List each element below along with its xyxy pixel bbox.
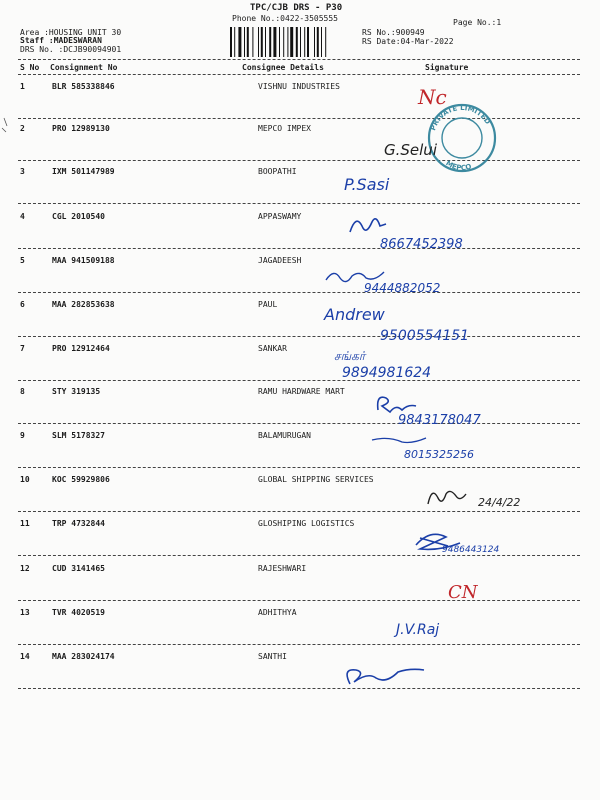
- barcode-bar: [247, 27, 249, 57]
- barcode-bar: [296, 27, 298, 57]
- company-stamp: [429, 104, 495, 172]
- row-sno: 9: [20, 431, 25, 440]
- col-header-sno: S No: [20, 63, 40, 72]
- row-sno: 3: [20, 167, 25, 176]
- row-consignment-no: PRO 12989130: [52, 124, 110, 133]
- hw-row1: Nc: [418, 85, 447, 109]
- row-consignment-no: MAA 282853638: [52, 300, 115, 309]
- area-field: Area :HOUSING UNIT 30: [20, 28, 122, 37]
- hw-row13: J.V.Raj: [396, 622, 440, 638]
- barcode-bar: [234, 27, 235, 57]
- row-consignment-no: SLM 5178327: [52, 431, 105, 440]
- stamp-text: PRIVATE LIMITED: [429, 104, 492, 132]
- svg-text:MEPCO: [444, 159, 472, 172]
- barcode-bar: [258, 27, 259, 57]
- hw-row9-num: 8015325256: [404, 448, 474, 461]
- row-sno: 11: [20, 519, 30, 528]
- barcode-bar: [307, 27, 309, 57]
- row-divider: [18, 511, 580, 512]
- row-consignee: GLOSHIPING LOGISTICS: [258, 519, 355, 528]
- hw-row2: G.Selui: [384, 141, 437, 159]
- rs-date: RS Date:04-Mar-2022: [362, 37, 454, 46]
- barcode-bar: [304, 27, 305, 57]
- hw-row10-sign: [428, 491, 466, 504]
- row-sno: 6: [20, 300, 25, 309]
- barcode-bar: [244, 27, 245, 57]
- row-consignment-no: KOC 59929806: [52, 475, 110, 484]
- barcode-bar: [321, 27, 322, 57]
- row-divider: [18, 203, 580, 204]
- barcode: [230, 27, 354, 57]
- row-sno: 4: [20, 212, 25, 221]
- hw-row7-num: 9894981624: [342, 365, 432, 381]
- barcode-bar: [283, 27, 284, 57]
- row-consignee: RAMU HARDWARE MART: [258, 387, 345, 396]
- hw-row6-name: Andrew: [324, 305, 385, 324]
- hw-row10-date: 24/4/22: [478, 496, 521, 509]
- row-consignment-no: CGL 2010540: [52, 212, 105, 221]
- row-sno: 5: [20, 256, 25, 265]
- hw-row5-sign: [326, 272, 384, 282]
- row-consignment-no: TRP 4732844: [52, 519, 105, 528]
- barcode-bar: [230, 27, 232, 57]
- barcode-bar: [252, 27, 253, 57]
- barcode-bar: [265, 27, 266, 57]
- row-consignment-no: CUD 3141465: [52, 564, 105, 573]
- row-consignee: JAGADEESH: [258, 256, 302, 265]
- row-consignment-no: MAA 941509188: [52, 256, 115, 265]
- barcode-bar: [287, 27, 288, 57]
- barcode-bar: [314, 27, 315, 57]
- hw-row8-sign: [378, 397, 416, 412]
- row-consignee: SANKAR: [258, 344, 287, 353]
- row-consignee: APPASWAMY: [258, 212, 302, 221]
- hw-row11-num: 9486443124: [442, 545, 500, 555]
- sheet-title: TPC/CJB DRS - P30: [250, 3, 343, 13]
- barcode-bar: [238, 27, 241, 57]
- col-header-consignee: Consignee Details: [242, 63, 324, 72]
- row-consignee: SANTHI: [258, 652, 287, 661]
- col-header-signature: Signature: [425, 63, 469, 72]
- row-consignee: VISHNU INDUSTRIES: [258, 82, 340, 91]
- row-sno: 10: [20, 475, 30, 484]
- barcode-bar: [261, 27, 263, 57]
- stray-mark: [2, 118, 7, 132]
- row-sno: 14: [20, 652, 30, 661]
- row-divider: [18, 118, 580, 119]
- barcode-bar: [269, 27, 271, 57]
- row-divider: [18, 688, 580, 689]
- phone-number: Phone No.:0422-3505555: [232, 14, 338, 23]
- row-consignment-no: MAA 283024174: [52, 652, 115, 661]
- row-sno: 2: [20, 124, 25, 133]
- row-sno: 7: [20, 344, 25, 353]
- staff-field: Staff :MADESWARAN: [20, 36, 102, 45]
- hw-row12: CN: [448, 582, 478, 603]
- row-consignment-no: TVR 4020519: [52, 608, 105, 617]
- hw-row6-num: 9500554151: [380, 328, 470, 344]
- row-consignee: PAUL: [258, 300, 278, 309]
- row-divider: [18, 600, 580, 601]
- stamp-brand: MEPCO: [444, 159, 473, 173]
- barcode-bar: [273, 27, 276, 57]
- row-divider: [18, 292, 580, 293]
- row-consignee: GLOBAL SHIPPING SERVICES: [258, 475, 374, 484]
- row-sno: 13: [20, 608, 30, 617]
- row-consignment-no: PRO 12912464: [52, 344, 110, 353]
- barcode-bar: [279, 27, 280, 57]
- row-consignment-no: STY 319135: [52, 387, 101, 396]
- page-number: Page No.:1: [453, 18, 502, 27]
- row-divider: [18, 160, 580, 161]
- drs-number: DRS No. :DCJB90094901: [20, 45, 122, 54]
- row-consignee: ADHITHYA: [258, 608, 297, 617]
- row-divider: [18, 248, 580, 249]
- hw-row3: P.Sasi: [344, 175, 390, 194]
- row-consignee: BOOPATHI: [258, 167, 297, 176]
- barcode-bar: [317, 27, 319, 57]
- row-sno: 12: [20, 564, 30, 573]
- row-sno: 1: [20, 82, 25, 91]
- hw-row4-sign: [350, 219, 386, 232]
- row-divider: [18, 467, 580, 468]
- row-consignee: MEPCO IMPEX: [258, 124, 311, 133]
- hw-row5-num: 9444882052: [364, 281, 441, 295]
- barcode-bar: [290, 27, 293, 57]
- row-divider: [18, 423, 580, 424]
- row-consignment-no: BLR 585338846: [52, 82, 115, 91]
- row-divider: [18, 336, 580, 337]
- hw-row8-num: 9843178047: [398, 413, 481, 428]
- barcode-bar: [300, 27, 301, 57]
- row-divider: [18, 555, 580, 556]
- row-divider: [18, 644, 580, 645]
- rs-number: RS No.:900949: [362, 28, 425, 37]
- barcode-bar: [325, 27, 326, 57]
- row-divider: [18, 380, 580, 381]
- row-consignment-no: IXM 501147989: [52, 167, 115, 176]
- hw-row4-num: 8667452398: [380, 237, 463, 252]
- row-sno: 8: [20, 387, 25, 396]
- header-divider-bottom: [18, 74, 580, 75]
- hw-row14-sign: [347, 669, 424, 684]
- col-header-consignment: Consignment No: [50, 63, 118, 72]
- hw-row7-name: சங்கர்: [334, 349, 366, 363]
- row-consignee: BALAMURUGAN: [258, 431, 311, 440]
- hw-row9-sign: [372, 438, 426, 443]
- hw-row11-sign: [416, 534, 460, 549]
- row-consignee: RAJESHWARI: [258, 564, 307, 573]
- header-divider-top: [18, 59, 580, 60]
